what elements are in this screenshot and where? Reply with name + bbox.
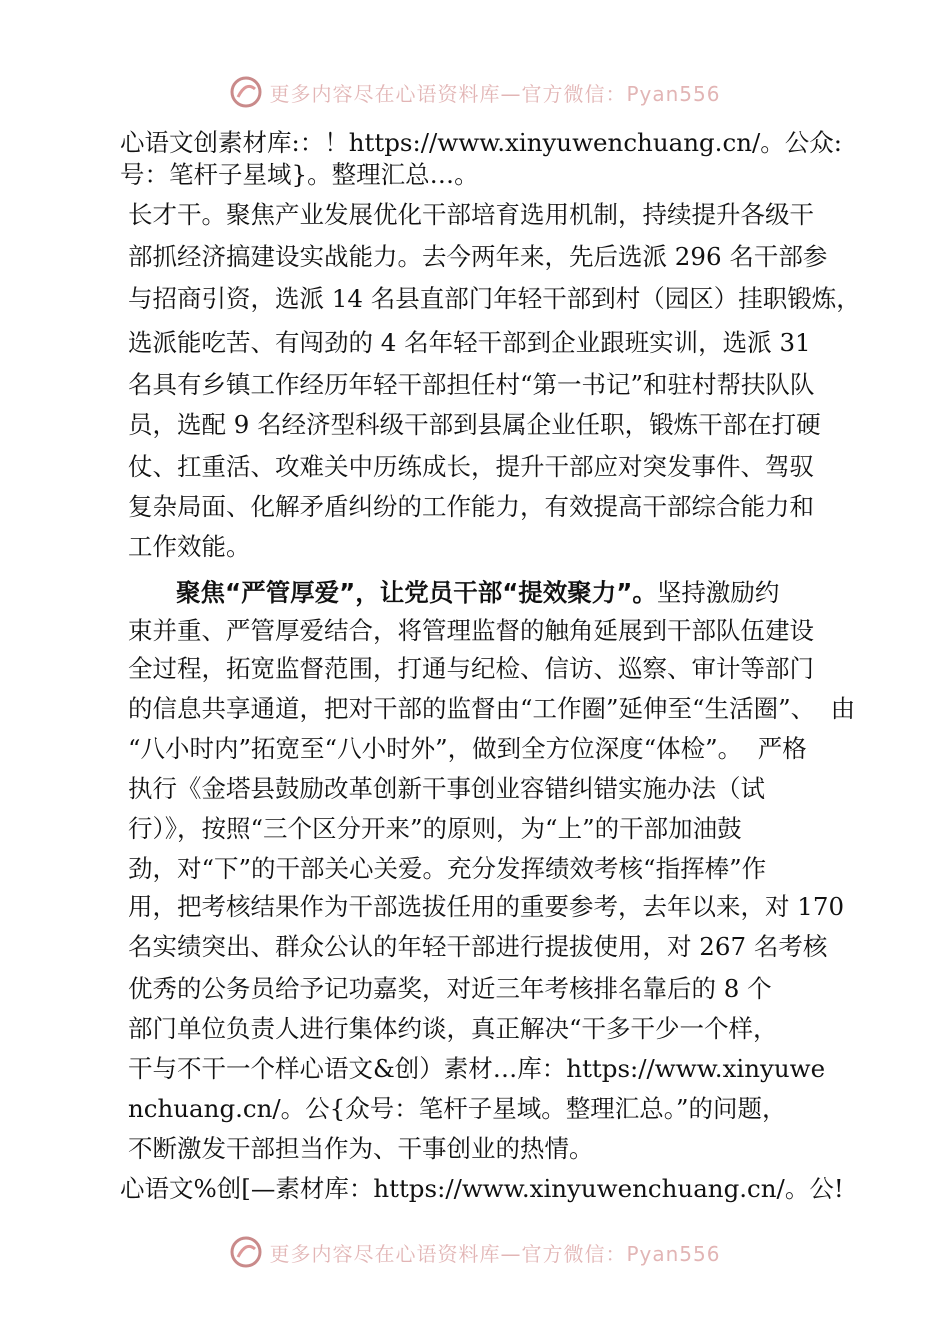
header-line-1: 心语文创素材库:：！https://www.xinyuwenchuang.cn/。公众: bbox=[120, 128, 842, 157]
paragraph-line: 不断激发干部担当作为、干事创业的热情。 bbox=[128, 1134, 594, 1163]
section-heading: 聚焦“严管厚爱”，让党员干部“提效聚力”。 bbox=[176, 578, 657, 607]
paragraph-2-first-line bbox=[176, 578, 779, 608]
footer-source-line: 心语文%创[—素材库：https://www.xinyuwenchuang.cn/。公! bbox=[120, 1174, 844, 1203]
paragraph-line: 选派能吃苦、有闯劲的 4 名年轻干部到企业跟班实训，选派 31 bbox=[128, 328, 811, 357]
watermark-logo-icon bbox=[229, 75, 263, 109]
paragraph-line: “八小时内”拓宽至“八小时外”，做到全方位深度“体检”。 严格 bbox=[128, 734, 807, 763]
paragraph-line: 员，选配 9 名经济型科级干部到县属企业任职，锻炼干部在打硬 bbox=[128, 410, 821, 439]
paragraph-line: 工作效能。 bbox=[128, 532, 251, 561]
paragraph-line: 劲，对“下”的干部关心关爱。充分发挥绩效考核“指挥棒”作 bbox=[128, 854, 767, 883]
paragraph-line: 执行《金塔县鼓励改革创新干事创业容错纠错实施办法（试 bbox=[128, 774, 765, 803]
paragraph-line: 复杂局面、化解矛盾纠纷的工作能力，有效提高干部综合能力和 bbox=[128, 492, 814, 521]
paragraph-line: 束并重、严管厚爱结合，将管理监督的触角延展到干部队伍建设 bbox=[128, 616, 814, 645]
watermark-top bbox=[0, 70, 950, 114]
paragraph-line: 部门单位负责人进行集体约谈，真正解决“干多干少一个样， bbox=[128, 1014, 778, 1043]
paragraph-line: 行）》，按照“三个区分开来”的原则，为“上”的干部加油鼓 bbox=[128, 814, 742, 843]
paragraph-line: 仗、扛重活、攻难关中历练成长，提升干部应对突发事件、驾驭 bbox=[128, 452, 814, 481]
paragraph-line: 的信息共享通道，把对干部的监督由“工作圈”延伸至“生活圈”、 由 bbox=[128, 694, 856, 723]
watermark-text: 更多内容尽在心语资料库—官方微信：Pyan556 bbox=[269, 81, 721, 106]
paragraph-line: 干与不干一个样心语文&创）素材…库：https://www.xinyuwe bbox=[128, 1054, 826, 1083]
heading-rest: 坚持激励约 bbox=[656, 578, 780, 607]
paragraph-line: 名具有乡镇工作经历年轻干部担任村“第一书记”和驻村帮扶队队 bbox=[128, 370, 815, 399]
paragraph-line: 用，把考核结果作为干部选拔任用的重要参考，去年以来，对 170 bbox=[128, 892, 845, 921]
paragraph-line: 长才干。聚焦产业发展优化干部培育选用机制，持续提升各级干 bbox=[128, 200, 814, 229]
paragraph-line: 名实绩突出、群众公认的年轻干部进行提拔使用，对 267 名考核 bbox=[128, 932, 828, 961]
watermark-text: 更多内容尽在心语资料库—官方微信：Pyan556 bbox=[269, 1241, 721, 1266]
paragraph-line: 优秀的公务员给予记功嘉奖，对近三年考核排名靠后的 8 个 bbox=[128, 974, 772, 1003]
paragraph-line: 全过程，拓宽监督范围，打通与纪检、信访、巡察、审计等部门 bbox=[128, 654, 814, 683]
paragraph-line: 与招商引资，选派 14 名县直部门年轻干部到村（园区）挂职锻炼， bbox=[128, 284, 861, 313]
watermark-logo-icon bbox=[229, 1235, 263, 1269]
paragraph-line: 部抓经济搞建设实战能力。去今两年来，先后选派 296 名干部参 bbox=[128, 242, 828, 271]
watermark-bottom bbox=[0, 1230, 950, 1274]
header-line-2: 号：笔杆子星域}。整理汇总…。 bbox=[120, 160, 479, 189]
paragraph-line: nchuang.cn/。公{众号：笔杆子星域。整理汇总。”的问题， bbox=[128, 1094, 787, 1123]
